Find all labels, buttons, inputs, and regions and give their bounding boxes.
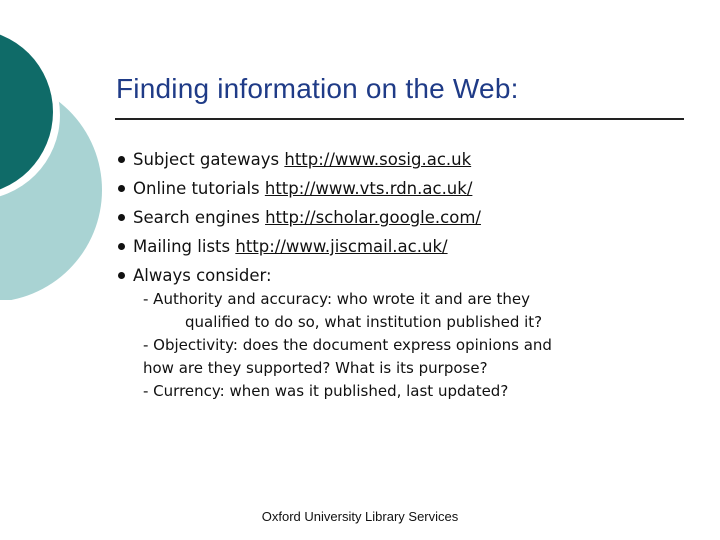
decorative-circles	[0, 0, 120, 300]
bullet-label: Online tutorials	[133, 179, 265, 198]
bullet-label: Subject gateways	[133, 150, 285, 169]
bullet-list	[118, 148, 481, 293]
slide-title: Finding information on the Web:	[116, 73, 519, 104]
considerations-list	[143, 288, 552, 403]
consideration-line: - Objectivity: does the document express opinions and	[143, 336, 552, 354]
bullet-online-tutorials	[118, 177, 481, 206]
bullet-label: Always consider:	[133, 266, 272, 285]
online-tutorials-link[interactable]: http://www.vts.rdn.ac.uk/	[264, 179, 473, 198]
title-divider	[115, 118, 684, 120]
bullet-dot-icon	[118, 272, 125, 279]
bullet-dot-icon	[118, 243, 125, 250]
consideration-line: qualified to do so, what institution published it?	[185, 313, 543, 331]
search-engines-link[interactable]: http://scholar.google.com/	[265, 208, 481, 227]
mailing-lists-link[interactable]: http://www.jiscmail.ac.uk/	[235, 237, 448, 256]
bullet-label: Mailing lists	[133, 237, 236, 256]
bullet-subject-gateways	[118, 148, 481, 177]
slide-footer: Oxford University Library Services	[261, 509, 459, 524]
consideration-line: - Currency: when was it published, last updated?	[143, 382, 509, 400]
subject-gateways-link[interactable]: http://www.sosig.ac.uk	[284, 150, 472, 169]
bullet-mailing-lists	[118, 235, 481, 264]
bullet-dot-icon	[118, 214, 125, 221]
bullet-dot-icon	[118, 185, 125, 192]
consideration-line: how are they supported? What is its purpose?	[143, 359, 488, 377]
consideration-line: - Authority and accuracy: who wrote it and are they	[143, 290, 530, 308]
bullet-dot-icon	[118, 156, 125, 163]
bullet-label: Search engines	[133, 208, 266, 227]
bullet-search-engines	[118, 206, 481, 235]
